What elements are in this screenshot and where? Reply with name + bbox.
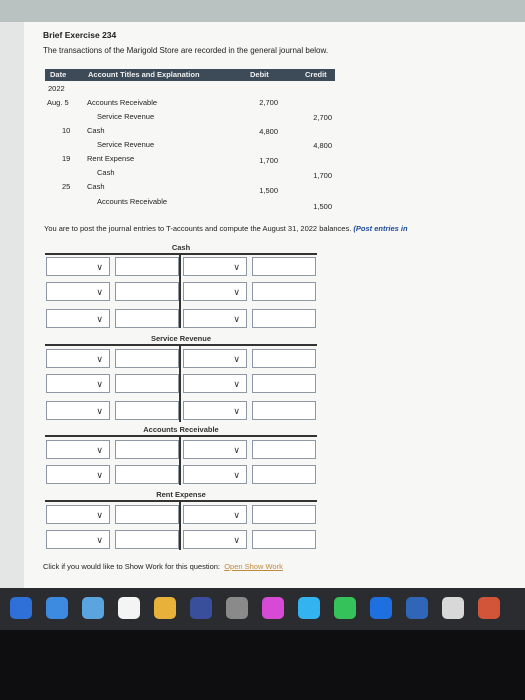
exercise-intro: The transactions of the Marigold Store are recorded in the general journal below.	[43, 46, 329, 55]
chevron-down-icon: ∨	[96, 287, 103, 297]
top-toolbar-strip	[0, 0, 525, 22]
photos-icon[interactable]	[118, 597, 140, 619]
journal-row-account: Accounts Receivable	[97, 197, 168, 206]
left-panel	[0, 22, 24, 588]
chevron-down-icon: ∨	[96, 445, 103, 455]
show-work-row	[43, 562, 283, 571]
instructions	[44, 224, 408, 233]
journal-row-debit: 4,800	[259, 127, 278, 136]
chevron-down-icon: ∨	[96, 262, 103, 272]
preview-icon[interactable]	[334, 597, 356, 619]
rent-expense-credit-select[interactable]	[183, 505, 247, 524]
chevron-down-icon: ∨	[96, 510, 103, 520]
taccount-bar	[45, 344, 317, 346]
journal-row-date: 25	[62, 182, 71, 191]
exercise-title: Brief Exercise 234	[43, 30, 117, 40]
cash-credit-account-select[interactable]	[183, 282, 247, 301]
cash-credit-account-select[interactable]	[183, 257, 247, 276]
calendar-icon[interactable]	[82, 597, 104, 619]
taccount-divider	[179, 344, 181, 422]
taccount-title-rent-expense: Rent Expense	[156, 490, 206, 499]
desk-background	[0, 630, 525, 700]
service-revenue-debit-input[interactable]	[115, 349, 179, 368]
word-icon[interactable]	[406, 597, 428, 619]
service-revenue-debit-select[interactable]	[46, 374, 110, 393]
chevron-down-icon: ∨	[233, 406, 240, 416]
taccount-bar	[45, 435, 317, 437]
chevron-down-icon: ∨	[233, 287, 240, 297]
service-revenue-credit-input[interactable]	[252, 349, 316, 368]
cash-debit-account-select[interactable]	[46, 282, 110, 301]
chevron-down-icon: ∨	[233, 262, 240, 272]
rent-expense-debit-input[interactable]	[115, 505, 179, 524]
journal-header-date: Date	[50, 70, 67, 79]
service-revenue-balance-select[interactable]	[46, 401, 110, 420]
journal-header-credit: Credit	[305, 70, 327, 79]
accounts-receivable-balance-input[interactable]	[115, 465, 179, 484]
rent-expense-balance-input[interactable]	[115, 530, 179, 549]
chevron-down-icon: ∨	[96, 406, 103, 416]
journal-row-date: Aug. 5	[47, 98, 69, 107]
journal-header-account: Account Titles and Explanation	[88, 70, 200, 79]
accounts-receivable-balance-select[interactable]	[46, 465, 110, 484]
chevron-down-icon: ∨	[233, 354, 240, 364]
instructions-emphasis: (Post entries in	[353, 224, 408, 233]
service-revenue-debit-input[interactable]	[115, 374, 179, 393]
maps-icon[interactable]	[226, 597, 248, 619]
journal-row-date: 10	[62, 126, 71, 135]
cash-debit-amount-input[interactable]	[115, 282, 179, 301]
cash-balance-input[interactable]	[115, 309, 179, 328]
rent-expense-balance-select[interactable]	[183, 530, 247, 549]
books-icon[interactable]	[298, 597, 320, 619]
journal-year: 2022	[48, 84, 65, 93]
taccount-title-accounts-receivable: Accounts Receivable	[143, 425, 219, 434]
music-icon[interactable]	[190, 597, 212, 619]
journal-row-credit: 1,700	[313, 171, 332, 180]
journal-row-account: Rent Expense	[87, 154, 135, 163]
chevron-down-icon: ∨	[96, 535, 103, 545]
chevron-down-icon: ∨	[233, 510, 240, 520]
chrome-icon[interactable]	[154, 597, 176, 619]
rent-expense-debit-select[interactable]	[46, 505, 110, 524]
journal-row-date: 19	[62, 154, 71, 163]
journal-row-credit: 4,800	[313, 141, 332, 150]
taccount-bar	[45, 253, 317, 255]
journal-row-credit: 1,500	[313, 202, 332, 211]
journal-row-account: Accounts Receivable	[87, 98, 158, 107]
journal-row-credit: 2,700	[313, 113, 332, 122]
instructions-text: You are to post the journal entries to T-accounts and compute the August 31, 2022 balances.	[44, 224, 352, 233]
cash-balance-select[interactable]	[46, 309, 110, 328]
journal-row-account: Cash	[87, 182, 105, 191]
service-revenue-debit-select[interactable]	[46, 349, 110, 368]
taccount-divider	[179, 435, 181, 485]
journal-row-account: Cash	[87, 126, 105, 135]
chevron-down-icon: ∨	[233, 445, 240, 455]
cash-balance-input[interactable]	[252, 309, 316, 328]
cash-credit-amount-input[interactable]	[252, 257, 316, 276]
cash-balance-select[interactable]	[183, 309, 247, 328]
accounts-receivable-credit-select[interactable]	[183, 440, 247, 459]
cash-debit-amount-input[interactable]	[115, 257, 179, 276]
service-revenue-credit-select[interactable]	[183, 374, 247, 393]
chevron-down-icon: ∨	[233, 470, 240, 480]
service-revenue-balance-select[interactable]	[183, 401, 247, 420]
appstore-icon[interactable]	[370, 597, 392, 619]
accounts-receivable-debit-input[interactable]	[115, 440, 179, 459]
notes-icon[interactable]	[442, 597, 464, 619]
taccount-title-cash: Cash	[171, 243, 191, 252]
cash-debit-account-select[interactable]	[46, 257, 110, 276]
taccount-title-service-revenue: Service Revenue	[150, 334, 212, 343]
rent-expense-balance-select[interactable]	[46, 530, 110, 549]
journal-row-account: Service Revenue	[97, 140, 155, 149]
accounts-receivable-debit-select[interactable]	[46, 440, 110, 459]
chevron-down-icon: ∨	[96, 354, 103, 364]
accounts-receivable-balance-select[interactable]	[183, 465, 247, 484]
taccount-divider	[179, 500, 181, 550]
messages-icon[interactable]	[262, 597, 284, 619]
chevron-down-icon: ∨	[96, 314, 103, 324]
chevron-down-icon: ∨	[233, 379, 240, 389]
taccount-bar	[45, 500, 317, 502]
chevron-down-icon: ∨	[96, 470, 103, 480]
journal-row-debit: 1,700	[259, 156, 278, 165]
journal-row-debit: 2,700	[259, 98, 278, 107]
open-show-work-link[interactable]: Open Show Work	[224, 562, 283, 571]
rent-expense-credit-input[interactable]	[252, 505, 316, 524]
service-revenue-balance-input[interactable]	[252, 401, 316, 420]
show-work-prompt: Click if you would like to Show Work for this question:	[43, 562, 221, 571]
powerpoint-icon[interactable]	[478, 597, 500, 619]
journal-header-debit: Debit	[250, 70, 269, 79]
accounts-receivable-credit-input[interactable]	[252, 440, 316, 459]
chevron-down-icon: ∨	[96, 379, 103, 389]
service-revenue-credit-select[interactable]	[183, 349, 247, 368]
service-revenue-balance-input[interactable]	[115, 401, 179, 420]
chevron-down-icon: ∨	[233, 535, 240, 545]
journal-row-account: Service Revenue	[97, 112, 155, 121]
journal-row-debit: 1,500	[259, 186, 278, 195]
finder-icon[interactable]	[10, 597, 32, 619]
taccount-divider	[179, 253, 181, 328]
journal-row-account: Cash	[97, 168, 115, 177]
rent-expense-balance-input[interactable]	[252, 530, 316, 549]
cash-credit-amount-input[interactable]	[252, 282, 316, 301]
safari-icon[interactable]	[46, 597, 68, 619]
service-revenue-credit-input[interactable]	[252, 374, 316, 393]
chevron-down-icon: ∨	[233, 314, 240, 324]
accounts-receivable-balance-input[interactable]	[252, 465, 316, 484]
